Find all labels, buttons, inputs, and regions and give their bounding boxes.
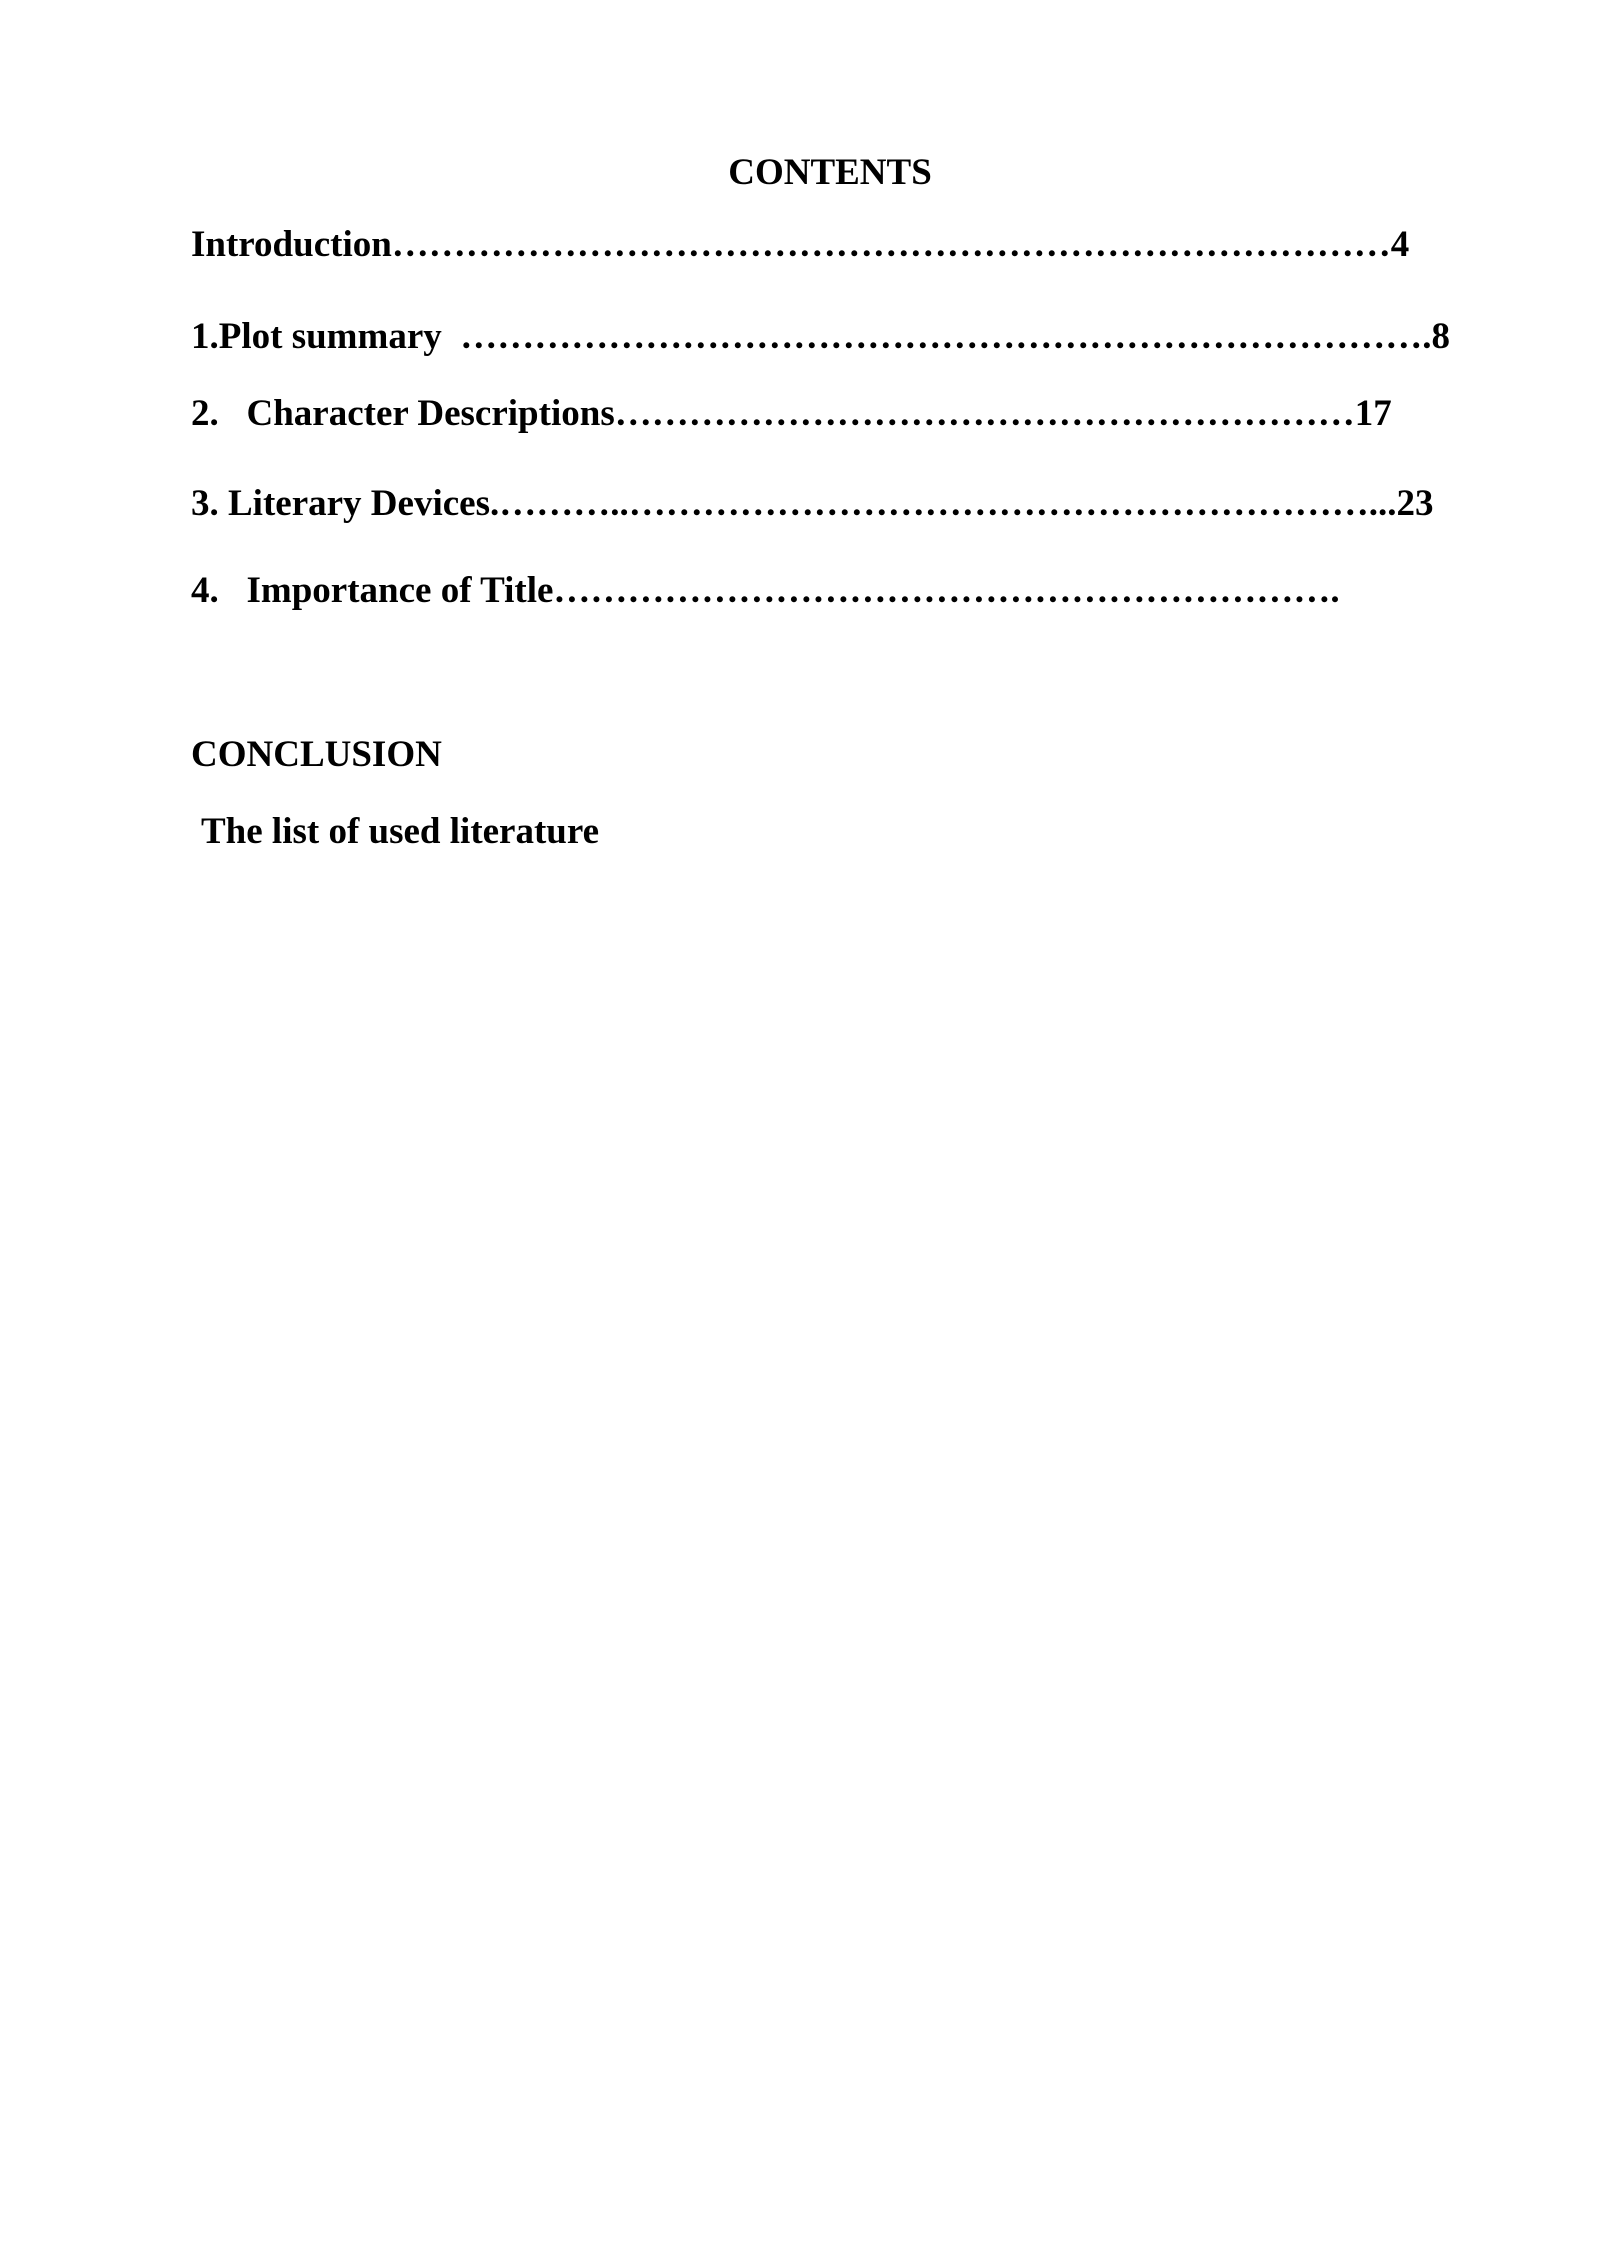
toc-entry-literature-list: The list of used literature	[201, 811, 600, 852]
toc-entry-character-descriptions: 2. Character Descriptions……………………………………………………17	[191, 393, 1392, 434]
toc-entry-literary-devices: 3. Literary Devices.………..……………………………………………………...23	[191, 483, 1434, 524]
toc-entry-introduction: Introduction………………………………………………………………………4	[191, 224, 1410, 265]
page-title: CONTENTS	[728, 152, 932, 193]
toc-entry-importance-of-title: 4. Importance of Title……………………………………………………….	[191, 570, 1340, 611]
toc-entry-conclusion: CONCLUSION	[191, 734, 442, 775]
toc-entry-plot-summary: 1.Plot summary …………………………………………………………………….8	[191, 316, 1450, 357]
